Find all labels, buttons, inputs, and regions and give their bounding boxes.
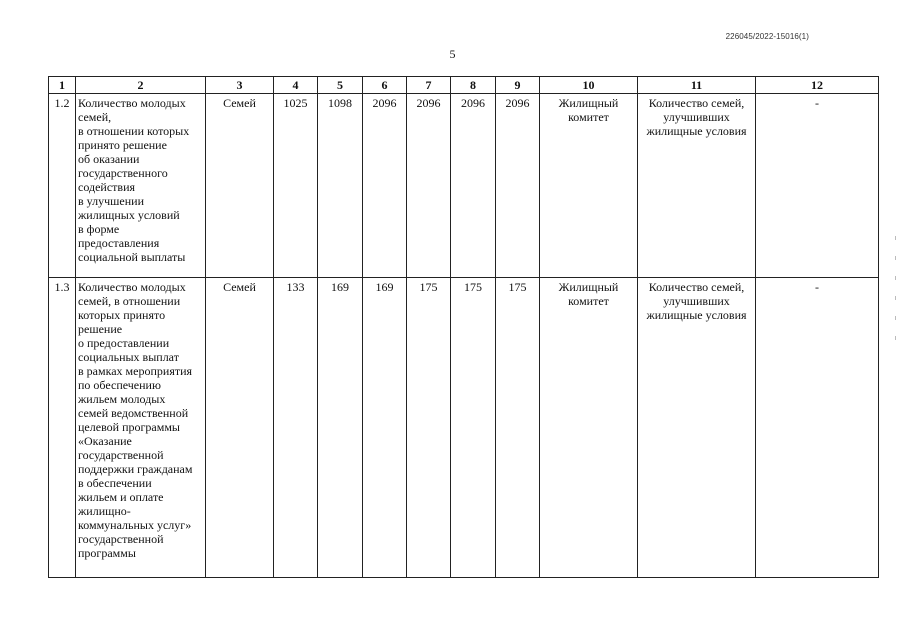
value-cell: 175 (496, 278, 540, 578)
page-number: 5 (449, 47, 456, 61)
row-number: 1.3 (49, 278, 76, 578)
header-cell: 5 (318, 77, 363, 94)
value-cell: 1098 (318, 94, 363, 278)
note-cell: - (756, 94, 879, 278)
indicators-table (48, 76, 879, 578)
responsible-cell: Жилищный комитет (540, 278, 638, 578)
scan-edge-mark (895, 276, 896, 280)
table-row (49, 94, 879, 278)
value-cell: 1025 (274, 94, 318, 278)
indicator-name: Количество молодых семей, в отношении которых принято решение о предоставлении социальных выплат в рамках мероприятия по обеспечению жильем молодых семей ведомственной целевой программы «Оказание государственной поддержки гражданам в обеспечении жильем и оплате жилищно- коммунальных услуг» государственной программы (76, 278, 206, 578)
result-cell: Количество семей, улучшивших жилищные условия (638, 94, 756, 278)
header-cell: 6 (363, 77, 407, 94)
table-header-row (49, 77, 879, 94)
header-cell: 2 (76, 77, 206, 94)
scan-edge-mark (895, 256, 896, 260)
document-number: 226045/2022-15016(1) (725, 32, 809, 41)
indicator-name: Количество молодых семей, в отношении которых принято решение об оказании государственного содействия в улучшении жилищных условий в форме предоставления социальной выплаты (76, 94, 206, 278)
header-cell: 11 (638, 77, 756, 94)
scan-edge-mark (895, 336, 896, 340)
value-cell: 2096 (407, 94, 451, 278)
header-cell: 4 (274, 77, 318, 94)
unit-cell: Семей (206, 94, 274, 278)
value-cell: 169 (318, 278, 363, 578)
result-cell: Количество семей, улучшивших жилищные условия (638, 278, 756, 578)
header-cell: 1 (49, 77, 76, 94)
value-cell: 2096 (451, 94, 496, 278)
header-cell: 3 (206, 77, 274, 94)
value-cell: 169 (363, 278, 407, 578)
value-cell: 175 (451, 278, 496, 578)
header-cell: 10 (540, 77, 638, 94)
responsible-cell: Жилищный комитет (540, 94, 638, 278)
value-cell: 175 (407, 278, 451, 578)
value-cell: 2096 (496, 94, 540, 278)
scan-edge-mark (895, 236, 896, 240)
scan-edge-mark (895, 296, 896, 300)
header-cell: 12 (756, 77, 879, 94)
header-cell: 8 (451, 77, 496, 94)
value-cell: 2096 (363, 94, 407, 278)
table-row (49, 278, 879, 578)
note-cell: - (756, 278, 879, 578)
header-cell: 7 (407, 77, 451, 94)
header-cell: 9 (496, 77, 540, 94)
scan-edge-mark (895, 316, 896, 320)
unit-cell: Семей (206, 278, 274, 578)
row-number: 1.2 (49, 94, 76, 278)
value-cell: 133 (274, 278, 318, 578)
